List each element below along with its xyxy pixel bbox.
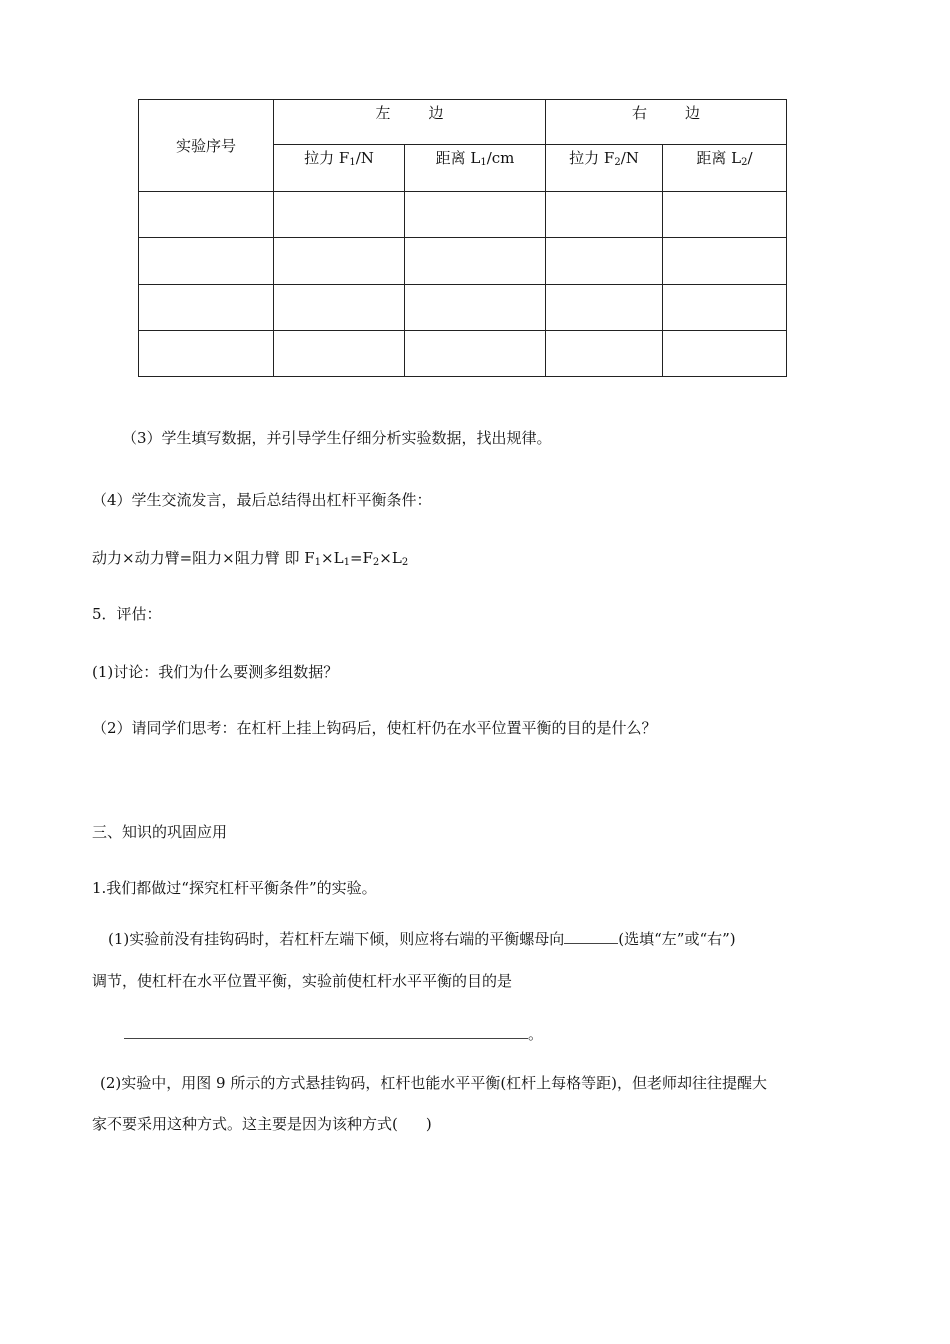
left-header-cell <box>274 100 546 145</box>
answer-blank-purpose[interactable] <box>124 1024 528 1039</box>
force1-label: 拉力 F <box>304 149 350 167</box>
paragraph-3: （3）学生填写数据，并引导学生仔细分析实验数据，找出规律。 <box>122 429 552 447</box>
table-cell <box>663 331 787 377</box>
force2-label: 拉力 F <box>569 149 615 167</box>
table-cell <box>546 331 663 377</box>
table-cell <box>663 238 787 285</box>
table-cell <box>405 331 546 377</box>
force1-sub: 1 <box>349 157 356 168</box>
table-cell <box>405 192 546 238</box>
formula-sub-2: 1 <box>343 557 350 568</box>
table-row <box>139 192 787 238</box>
table-cell <box>274 192 405 238</box>
dist2-sub: 2 <box>741 157 748 168</box>
formula-sub-4: 2 <box>401 557 409 568</box>
q1-1-text-b: (选填“左”或“右”) <box>618 930 736 948</box>
table-cell <box>546 192 663 238</box>
table-cell <box>274 331 405 377</box>
lever-formula <box>92 548 408 568</box>
force1-header <box>274 145 405 192</box>
answer-blank-direction[interactable] <box>564 929 618 944</box>
formula-sub-1: 1 <box>314 557 322 568</box>
q1-1-period: 。 <box>528 1025 544 1043</box>
formula-part-4: ×L <box>379 549 402 567</box>
force2-unit: /N <box>620 149 639 167</box>
formula-text: 动力×动力臂=阻力×阻力臂 即 F <box>92 549 315 567</box>
right-header-a: 右 <box>631 104 647 122</box>
table-cell <box>139 331 274 377</box>
table-cell <box>274 238 405 285</box>
left-header-a: 左 <box>375 104 391 122</box>
evaluation-q1: (1)讨论：我们为什么要测多组数据？ <box>92 663 339 681</box>
table-cell <box>139 192 274 238</box>
formula-sub-3: 2 <box>372 557 380 568</box>
table-cell <box>546 285 663 331</box>
left-header-b: 边 <box>428 104 444 122</box>
right-header-cell <box>546 100 787 145</box>
table-cell <box>405 238 546 285</box>
table-row <box>139 285 787 331</box>
table-cell <box>274 285 405 331</box>
table-cell <box>139 285 274 331</box>
question-1-part-1-line-3 <box>124 1024 543 1044</box>
force2-sub: 2 <box>614 157 621 168</box>
formula-part-3: =F <box>349 549 373 567</box>
question-1: 1.我们都做过“探究杠杆平衡条件”的实验。 <box>92 879 377 897</box>
dist2-header <box>663 145 787 192</box>
dist2-label: 距离 L <box>696 149 742 167</box>
table-cell <box>663 192 787 238</box>
dist1-unit: /cm <box>486 149 515 167</box>
question-1-part-2-line-2 <box>92 1114 432 1134</box>
table-cell <box>546 238 663 285</box>
dist1-label: 距离 L <box>435 149 481 167</box>
table-row <box>139 238 787 285</box>
q1-2-text: 家不要采用这种方式。这主要是因为该种方式( <box>92 1115 398 1133</box>
table-cell <box>663 285 787 331</box>
q1-2-close-paren: ) <box>425 1115 432 1133</box>
right-header-b: 边 <box>685 104 701 122</box>
section-title: 三、知识的巩固应用 <box>92 823 228 841</box>
force2-header <box>546 145 663 192</box>
paragraph-4: （4）学生交流发言，最后总结得出杠杆平衡条件： <box>92 491 432 509</box>
seq-header: 实验序号 <box>175 136 236 155</box>
experiment-table <box>138 99 787 377</box>
force1-unit: /N <box>355 149 374 167</box>
dist1-header <box>405 145 546 192</box>
table-cell <box>405 285 546 331</box>
table-cell <box>139 238 274 285</box>
formula-part-2: ×L <box>321 549 344 567</box>
question-1-part-1-line-2: 调节，使杠杆在水平位置平衡，实验前使杠杆水平平衡的目的是 <box>92 972 513 990</box>
dist1-sub: 1 <box>480 157 487 168</box>
seq-header-cell <box>139 100 274 192</box>
q1-1-text-a: (1)实验前没有挂钩码时，若杠杆左端下倾，则应将右端的平衡螺母向 <box>108 930 565 948</box>
table-row <box>139 331 787 377</box>
evaluation-title: 5．评估： <box>92 605 162 623</box>
question-1-part-1-line-1 <box>108 929 736 949</box>
dist2-unit: / <box>747 149 753 167</box>
question-1-part-2-line-1: (2)实验中，用图 9 所示的方式悬挂钩码，杠杆也能水平平衡(杠杆上每格等距)，但老师却往往提醒大 <box>100 1074 768 1092</box>
evaluation-q2: （2）请同学们思考：在杠杆上挂上钩码后，使杠杆仍在水平位置平衡的目的是什么？ <box>92 719 657 737</box>
